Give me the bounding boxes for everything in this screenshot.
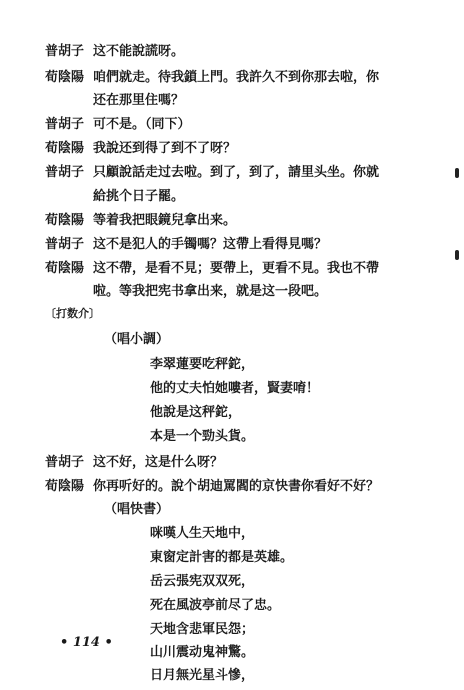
dialogue-text: 我說还到得了到不了呀？ bbox=[93, 141, 237, 156]
dialogue-text: 这不能說謊呀。 bbox=[93, 44, 185, 59]
dialogue-line bbox=[0, 451, 464, 475]
dialogue-text: 啦。等我把宪书拿出来，就是这一段吧。 bbox=[93, 284, 328, 299]
scan-edge-mark bbox=[455, 168, 459, 178]
verse-text: 日月無光星斗慘， bbox=[150, 668, 255, 683]
dialogue-text: 这不帶，是看不見；要帶上，更看不見。我也不帶 bbox=[93, 261, 380, 276]
scan-edge-mark bbox=[455, 250, 459, 260]
dialogue-line bbox=[0, 209, 464, 233]
verse-line bbox=[0, 401, 464, 425]
verse-text: 他說是这秤鉈， bbox=[150, 405, 242, 420]
verse-line bbox=[0, 425, 464, 449]
verse-text: 死在風波亭前尽了忠。 bbox=[150, 598, 281, 613]
verse-text: 東窗定計害的都是英雄。 bbox=[150, 550, 294, 565]
dialogue-text: 还在那里住嗎？ bbox=[93, 93, 185, 108]
verse-line bbox=[0, 377, 464, 401]
dialogue-text: 給挑个日子罷。 bbox=[93, 189, 185, 204]
verse-text: 李翠蓮要吃秤鉈， bbox=[150, 357, 255, 372]
dialogue-line bbox=[0, 137, 464, 161]
verse-text: 本是一个勁头貨。 bbox=[150, 429, 255, 444]
dialogue-text: 咱們就走。待我鎖上門。我許久不到你那去啦，你 bbox=[93, 70, 380, 85]
dialogue-text: 你再听好的。說个胡迪罵閻的京快書你看好不好？ bbox=[93, 479, 380, 494]
verse-text: 咪嘆人生天地中， bbox=[150, 526, 255, 541]
dialogue-line bbox=[0, 161, 464, 185]
stage-direction-row bbox=[0, 302, 464, 326]
dialogue-text: 可不是。（同下） bbox=[93, 117, 191, 132]
dialogue-line bbox=[0, 233, 464, 257]
dialogue-text: 等着我把眼鏡兒拿出来。 bbox=[93, 213, 237, 228]
dialogue-text: 这不好，这是什么呀？ bbox=[93, 455, 224, 470]
verse-line bbox=[0, 594, 464, 618]
page-number: • 114 • bbox=[60, 635, 113, 650]
tune-row bbox=[0, 498, 464, 522]
verse-line bbox=[0, 353, 464, 377]
verse-line bbox=[0, 546, 464, 570]
speaker-name: 普胡子 bbox=[45, 165, 85, 180]
dialogue-line bbox=[0, 89, 464, 113]
dialogue-line bbox=[0, 257, 464, 281]
verse-text: 岳云張宪双双死， bbox=[150, 574, 255, 589]
verse-text: 他的丈夫怕她嘍者，賢妻唷！ bbox=[150, 381, 320, 396]
speaker-name: 荀陰陽 bbox=[45, 261, 85, 276]
speaker-name: 荀陰陽 bbox=[45, 141, 85, 156]
dialogue-line bbox=[0, 66, 464, 90]
verse-line bbox=[0, 522, 464, 546]
dialogue-line bbox=[0, 475, 464, 499]
tune-label: （唱小調） bbox=[104, 332, 170, 347]
dialogue-line bbox=[0, 113, 464, 137]
verse-text: 天地含悲軍民怨； bbox=[150, 622, 255, 637]
dialogue-line bbox=[0, 40, 464, 64]
speaker-name: 荀陰陽 bbox=[45, 70, 85, 85]
tune-label: （唱快書） bbox=[104, 502, 170, 517]
speaker-name: 普胡子 bbox=[45, 44, 85, 59]
speaker-name: 普胡子 bbox=[45, 237, 85, 252]
dialogue-line bbox=[0, 280, 464, 304]
dialogue-text: 这不是犯人的手镯嗎？这帶上看得見嗎？ bbox=[93, 237, 328, 252]
speaker-name: 荀陰陽 bbox=[45, 213, 85, 228]
verse-line bbox=[0, 570, 464, 594]
tune-row bbox=[0, 328, 464, 352]
speaker-name: 普胡子 bbox=[45, 117, 85, 132]
dialogue-text: 只顧說話走过去啦。到了，到了，請里头坐。你就 bbox=[93, 165, 380, 180]
verse-text: 山川震动鬼神驚。 bbox=[150, 645, 255, 660]
stage-direction: 〔打数介〕 bbox=[45, 307, 100, 320]
speaker-name: 普胡子 bbox=[45, 455, 85, 470]
speaker-name: 荀陰陽 bbox=[45, 479, 85, 494]
dialogue-line bbox=[0, 185, 464, 209]
verse-line bbox=[0, 664, 464, 688]
